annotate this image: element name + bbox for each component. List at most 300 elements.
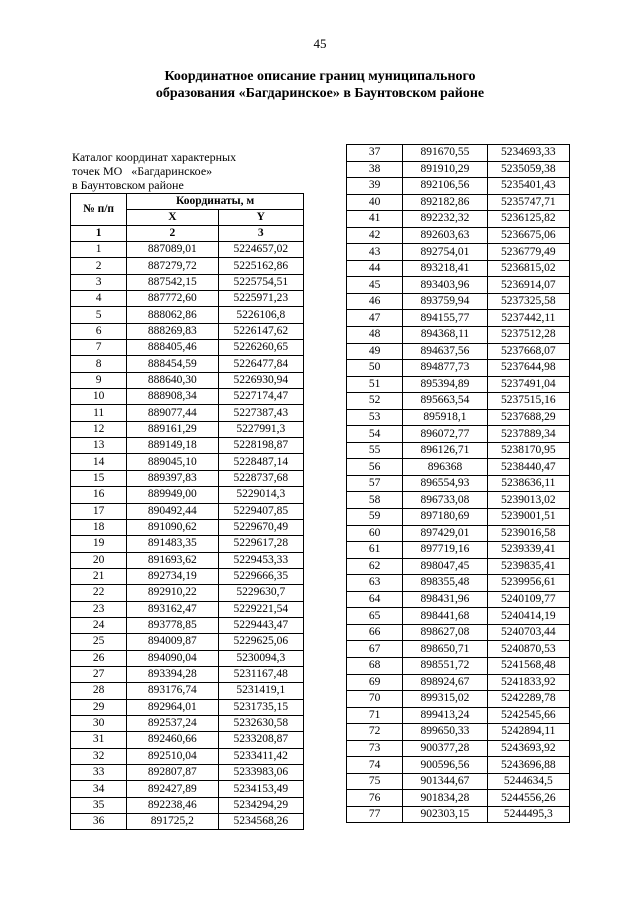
coord-y: 5225754,51 (218, 274, 304, 290)
coord-y: 5236779,49 (487, 244, 569, 261)
point-number: 27 (71, 666, 127, 682)
coord-y: 5242545,66 (487, 707, 569, 724)
table-row (347, 343, 570, 360)
coord-y: 5235401,43 (487, 178, 569, 195)
point-number: 75 (347, 773, 403, 790)
table-row (71, 781, 304, 797)
coord-y: 5244495,3 (487, 806, 569, 823)
coord-x: 892427,89 (127, 781, 218, 797)
point-number: 17 (71, 503, 127, 519)
coord-y: 5235059,38 (487, 161, 569, 178)
point-number: 30 (71, 715, 127, 731)
coord-x: 899650,33 (403, 724, 487, 741)
coord-y: 5229407,85 (218, 503, 304, 519)
coord-y: 5236675,06 (487, 227, 569, 244)
coord-x: 894368,11 (403, 327, 487, 344)
coord-y: 5233208,87 (218, 732, 304, 748)
table-row (347, 426, 570, 443)
right-table-body (347, 145, 570, 823)
coord-x: 888454,59 (127, 356, 218, 372)
point-number: 39 (347, 178, 403, 195)
coord-y: 5241833,92 (487, 674, 569, 691)
coord-x: 898627,08 (403, 624, 487, 641)
coord-x: 897180,69 (403, 509, 487, 526)
point-number: 20 (71, 552, 127, 568)
coord-y: 5227387,43 (218, 405, 304, 421)
coord-x: 895394,89 (403, 376, 487, 393)
coord-x: 898650,71 (403, 641, 487, 658)
coord-x: 892460,66 (127, 732, 218, 748)
point-number: 77 (347, 806, 403, 823)
caption-line-1: Каталог координат характерных (72, 150, 237, 164)
point-number: 55 (347, 442, 403, 459)
coord-y: 5238170,95 (487, 442, 569, 459)
point-number: 3 (71, 274, 127, 290)
coord-x: 891483,35 (127, 536, 218, 552)
point-number: 19 (71, 536, 127, 552)
coord-x: 890492,44 (127, 503, 218, 519)
table-row (71, 242, 304, 258)
coord-x: 889161,29 (127, 421, 218, 437)
coord-x: 892964,01 (127, 699, 218, 715)
coord-x: 892182,86 (403, 194, 487, 211)
table-row (347, 376, 570, 393)
table-row (71, 715, 304, 731)
table-row (347, 657, 570, 674)
header-num: № п/п (71, 194, 127, 226)
coordinates-table-left (70, 193, 304, 830)
table-row (347, 277, 570, 294)
coord-x: 896554,93 (403, 475, 487, 492)
table-row (347, 591, 570, 608)
table-row (71, 372, 304, 388)
point-number: 49 (347, 343, 403, 360)
header-coords: Координаты, м (127, 194, 304, 210)
point-number: 5 (71, 307, 127, 323)
point-number: 68 (347, 657, 403, 674)
point-number: 35 (71, 797, 127, 813)
table-row (71, 568, 304, 584)
table-row (347, 575, 570, 592)
coord-x: 888269,83 (127, 323, 218, 339)
coord-x: 887772,60 (127, 291, 218, 307)
coord-x: 898551,72 (403, 657, 487, 674)
point-number: 25 (71, 634, 127, 650)
table-row (347, 260, 570, 277)
coord-x: 900596,56 (403, 757, 487, 774)
coord-x: 895918,1 (403, 409, 487, 426)
table-row (71, 258, 304, 274)
coord-x: 893759,94 (403, 293, 487, 310)
coord-y: 5227174,47 (218, 389, 304, 405)
point-number: 67 (347, 641, 403, 658)
header-y: Y (218, 210, 304, 226)
coord-x: 902303,15 (403, 806, 487, 823)
coord-x: 892510,04 (127, 748, 218, 764)
coord-y: 5234153,49 (218, 781, 304, 797)
left-table-body (71, 242, 304, 830)
coord-y: 5226106,8 (218, 307, 304, 323)
header-col-2: 2 (127, 226, 218, 242)
table-row (71, 503, 304, 519)
table-row (347, 360, 570, 377)
table-row (71, 732, 304, 748)
coord-y: 5240414,19 (487, 608, 569, 625)
point-number: 44 (347, 260, 403, 277)
table-row (71, 405, 304, 421)
point-number: 7 (71, 340, 127, 356)
coord-y: 5239001,51 (487, 509, 569, 526)
coord-x: 887089,01 (127, 242, 218, 258)
point-number: 48 (347, 327, 403, 344)
coord-y: 5237512,28 (487, 327, 569, 344)
table-row (71, 765, 304, 781)
table-row (71, 601, 304, 617)
table-row (347, 624, 570, 641)
point-number: 24 (71, 617, 127, 633)
coord-x: 893218,41 (403, 260, 487, 277)
point-number: 33 (71, 765, 127, 781)
point-number: 61 (347, 542, 403, 559)
table-row (347, 459, 570, 476)
coord-x: 892537,24 (127, 715, 218, 731)
table-row (347, 492, 570, 509)
table-row (347, 558, 570, 575)
point-number: 43 (347, 244, 403, 261)
caption-line-3: в Баунтовском районе (72, 178, 184, 192)
table-row (347, 194, 570, 211)
coord-x: 893176,74 (127, 683, 218, 699)
coord-y: 5234294,29 (218, 797, 304, 813)
coord-x: 897719,16 (403, 542, 487, 559)
point-number: 46 (347, 293, 403, 310)
coord-x: 891725,2 (127, 814, 218, 830)
point-number: 63 (347, 575, 403, 592)
coord-x: 896126,71 (403, 442, 487, 459)
coord-x: 893403,96 (403, 277, 487, 294)
coord-y: 5233411,42 (218, 748, 304, 764)
coord-y: 5239956,61 (487, 575, 569, 592)
coord-x: 898355,48 (403, 575, 487, 592)
coord-y: 5237668,07 (487, 343, 569, 360)
point-number: 6 (71, 323, 127, 339)
coord-x: 891910,29 (403, 161, 487, 178)
coord-y: 5241568,48 (487, 657, 569, 674)
table-row (347, 542, 570, 559)
table-row (347, 442, 570, 459)
coord-x: 888062,86 (127, 307, 218, 323)
table-row (347, 641, 570, 658)
coord-x: 896368 (403, 459, 487, 476)
table-row (71, 454, 304, 470)
coord-x: 889149,18 (127, 438, 218, 454)
table-row (71, 438, 304, 454)
coord-y: 5229221,54 (218, 601, 304, 617)
caption-line-2: точек МО «Багдаринское» (72, 164, 213, 178)
coord-y: 5229453,33 (218, 552, 304, 568)
table-row (347, 790, 570, 807)
coord-y: 5236125,82 (487, 211, 569, 228)
table-row (71, 389, 304, 405)
table-row (71, 356, 304, 372)
coord-x: 893394,28 (127, 666, 218, 682)
table-row (71, 470, 304, 486)
coord-x: 898924,67 (403, 674, 487, 691)
coord-y: 5237515,16 (487, 393, 569, 410)
point-number: 22 (71, 585, 127, 601)
table-row (347, 409, 570, 426)
table-row (347, 393, 570, 410)
point-number: 21 (71, 568, 127, 584)
table-row (347, 773, 570, 790)
point-number: 29 (71, 699, 127, 715)
table-row (71, 634, 304, 650)
coord-y: 5237442,11 (487, 310, 569, 327)
header-x: X (127, 210, 218, 226)
coord-y: 5243696,88 (487, 757, 569, 774)
coord-y: 5236914,07 (487, 277, 569, 294)
coord-x: 891693,62 (127, 552, 218, 568)
coord-y: 5240109,77 (487, 591, 569, 608)
point-number: 37 (347, 145, 403, 162)
table-row (71, 421, 304, 437)
table-row (347, 293, 570, 310)
table-row (71, 552, 304, 568)
point-number: 54 (347, 426, 403, 443)
coord-y: 5226477,84 (218, 356, 304, 372)
point-number: 28 (71, 683, 127, 699)
coord-x: 899315,02 (403, 691, 487, 708)
point-number: 47 (347, 310, 403, 327)
table-row (71, 307, 304, 323)
table-row (71, 340, 304, 356)
coord-y: 5234693,33 (487, 145, 569, 162)
coord-y: 5236815,02 (487, 260, 569, 277)
point-number: 16 (71, 487, 127, 503)
point-number: 62 (347, 558, 403, 575)
point-number: 31 (71, 732, 127, 748)
coord-x: 889045,10 (127, 454, 218, 470)
coord-y: 5238636,11 (487, 475, 569, 492)
point-number: 42 (347, 227, 403, 244)
point-number: 23 (71, 601, 127, 617)
point-number: 34 (71, 781, 127, 797)
title-line-2: образования «Багдаринское» в Баунтовском районе (155, 86, 485, 101)
coord-x: 887542,15 (127, 274, 218, 290)
point-number: 57 (347, 475, 403, 492)
coord-x: 896733,08 (403, 492, 487, 509)
point-number: 32 (71, 748, 127, 764)
table-row (347, 608, 570, 625)
coord-x: 889949,00 (127, 487, 218, 503)
table-row (347, 145, 570, 162)
coord-y: 5238440,47 (487, 459, 569, 476)
point-number: 18 (71, 519, 127, 535)
table-row (347, 161, 570, 178)
coord-x: 900377,28 (403, 740, 487, 757)
table-row (71, 519, 304, 535)
coord-y: 5242289,78 (487, 691, 569, 708)
coord-x: 892106,56 (403, 178, 487, 195)
table-row (347, 674, 570, 691)
coord-y: 5239835,41 (487, 558, 569, 575)
point-number: 4 (71, 291, 127, 307)
coord-y: 5229670,49 (218, 519, 304, 535)
coord-y: 5231167,48 (218, 666, 304, 682)
coord-y: 5228737,68 (218, 470, 304, 486)
table-row (71, 683, 304, 699)
point-number: 59 (347, 509, 403, 526)
coord-x: 901344,67 (403, 773, 487, 790)
point-number: 15 (71, 470, 127, 486)
point-number: 2 (71, 258, 127, 274)
point-number: 13 (71, 438, 127, 454)
document-title (0, 68, 640, 102)
table-row (347, 525, 570, 542)
coord-y: 5237688,29 (487, 409, 569, 426)
coord-y: 5240703,44 (487, 624, 569, 641)
coord-y: 5229443,47 (218, 617, 304, 633)
catalog-caption (72, 150, 332, 192)
coord-y: 5235747,71 (487, 194, 569, 211)
coord-y: 5225971,23 (218, 291, 304, 307)
coord-y: 5232630,58 (218, 715, 304, 731)
point-number: 60 (347, 525, 403, 542)
coord-x: 899413,24 (403, 707, 487, 724)
coord-y: 5237889,34 (487, 426, 569, 443)
coord-y: 5229666,35 (218, 568, 304, 584)
table-row (71, 291, 304, 307)
table-row (71, 323, 304, 339)
coord-x: 894877,73 (403, 360, 487, 377)
coord-x: 888405,46 (127, 340, 218, 356)
coord-x: 898441,68 (403, 608, 487, 625)
coord-y: 5242894,11 (487, 724, 569, 741)
point-number: 26 (71, 650, 127, 666)
coord-y: 5231735,15 (218, 699, 304, 715)
coord-x: 888640,30 (127, 372, 218, 388)
table-row (71, 487, 304, 503)
coord-y: 5243693,92 (487, 740, 569, 757)
coord-y: 5234568,26 (218, 814, 304, 830)
coord-x: 897429,01 (403, 525, 487, 542)
coord-x: 894637,56 (403, 343, 487, 360)
table-row (71, 274, 304, 290)
table-row (347, 211, 570, 228)
coord-x: 893162,47 (127, 601, 218, 617)
point-number: 70 (347, 691, 403, 708)
table-row (71, 797, 304, 813)
coord-y: 5226260,65 (218, 340, 304, 356)
coord-x: 898047,45 (403, 558, 487, 575)
title-line-1: Координатное описание границ муниципального (164, 69, 476, 84)
coord-x: 894090,04 (127, 650, 218, 666)
coord-x: 894009,87 (127, 634, 218, 650)
table-row (71, 650, 304, 666)
table-row (347, 244, 570, 261)
coord-x: 892603,63 (403, 227, 487, 244)
point-number: 1 (71, 242, 127, 258)
coord-x: 894155,77 (403, 310, 487, 327)
point-number: 56 (347, 459, 403, 476)
point-number: 53 (347, 409, 403, 426)
coord-y: 5230094,3 (218, 650, 304, 666)
coord-y: 5229617,28 (218, 536, 304, 552)
coord-y: 5229630,7 (218, 585, 304, 601)
table-row (71, 585, 304, 601)
table-row (347, 227, 570, 244)
coord-y: 5228198,87 (218, 438, 304, 454)
point-number: 9 (71, 372, 127, 388)
coord-x: 892754,01 (403, 244, 487, 261)
point-number: 41 (347, 211, 403, 228)
coord-x: 892238,46 (127, 797, 218, 813)
coord-y: 5233983,06 (218, 765, 304, 781)
table-row (347, 475, 570, 492)
point-number: 52 (347, 393, 403, 410)
coord-y: 5239016,58 (487, 525, 569, 542)
table-row (347, 509, 570, 526)
point-number: 51 (347, 376, 403, 393)
coord-x: 887279,72 (127, 258, 218, 274)
table-row (71, 814, 304, 830)
point-number: 45 (347, 277, 403, 294)
coord-x: 896072,77 (403, 426, 487, 443)
coord-y: 5237325,58 (487, 293, 569, 310)
point-number: 12 (71, 421, 127, 437)
table-row (347, 178, 570, 195)
table-row (71, 617, 304, 633)
coord-x: 893778,85 (127, 617, 218, 633)
coord-y: 5225162,86 (218, 258, 304, 274)
point-number: 72 (347, 724, 403, 741)
coord-y: 5237491,04 (487, 376, 569, 393)
coord-x: 892734,19 (127, 568, 218, 584)
coord-y: 5226930,94 (218, 372, 304, 388)
coord-y: 5240870,53 (487, 641, 569, 658)
coord-y: 5229014,3 (218, 487, 304, 503)
coord-x: 891670,55 (403, 145, 487, 162)
coord-x: 895663,54 (403, 393, 487, 410)
point-number: 14 (71, 454, 127, 470)
table-row (347, 806, 570, 823)
table-row (71, 666, 304, 682)
table-row (347, 724, 570, 741)
point-number: 11 (71, 405, 127, 421)
point-number: 64 (347, 591, 403, 608)
coord-y: 5226147,62 (218, 323, 304, 339)
coord-x: 892910,22 (127, 585, 218, 601)
point-number: 50 (347, 360, 403, 377)
coord-x: 901834,28 (403, 790, 487, 807)
header-col-1: 1 (71, 226, 127, 242)
coord-y: 5239339,41 (487, 542, 569, 559)
point-number: 8 (71, 356, 127, 372)
page-number: 45 (313, 36, 327, 51)
table-row (71, 699, 304, 715)
point-number: 73 (347, 740, 403, 757)
coord-x: 898431,96 (403, 591, 487, 608)
coord-x: 889077,44 (127, 405, 218, 421)
point-number: 38 (347, 161, 403, 178)
table-row (347, 310, 570, 327)
point-number: 69 (347, 674, 403, 691)
point-number: 76 (347, 790, 403, 807)
table-row (347, 740, 570, 757)
coord-y: 5244634,5 (487, 773, 569, 790)
coord-y: 5231419,1 (218, 683, 304, 699)
coord-x: 889397,83 (127, 470, 218, 486)
